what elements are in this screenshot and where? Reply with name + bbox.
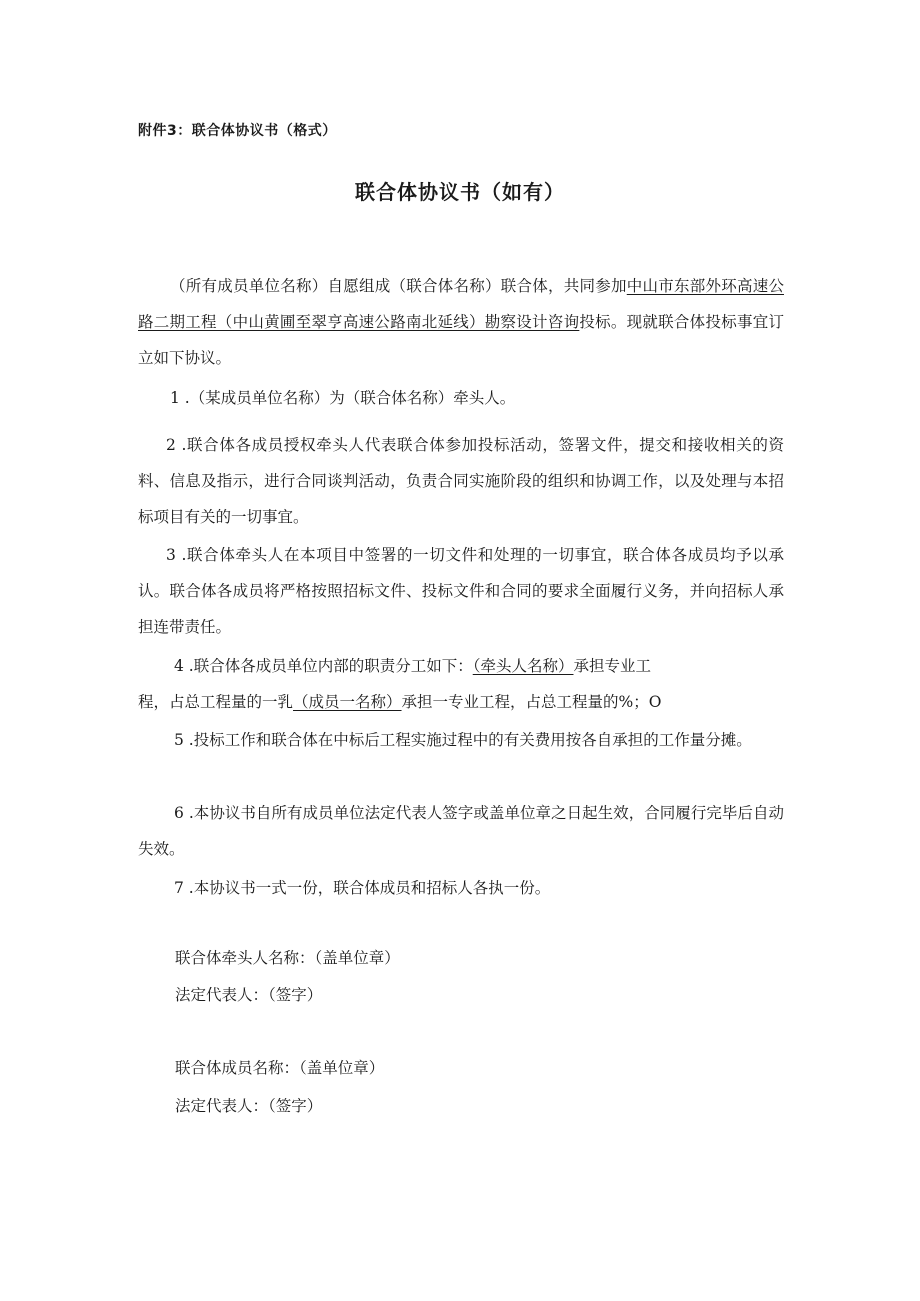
clause-4-text-a: 4 .联合体各成员单位内部的职责分工如下：	[174, 657, 473, 675]
clause-4-line-2	[138, 684, 784, 720]
member-name-blank: （成员一名称）	[293, 693, 402, 711]
clause-6: 6 .本协议书自所有成员单位法定代表人签字或盖单位章之日起生效，合同履行完毕后自动失效。	[138, 804, 784, 858]
clause-1: 1 .（某成员单位名称）为（联合体名称）牵头人。	[170, 389, 516, 407]
clause-7: 7 .本协议书一式一份，联合体成员和招标人各执一份。	[174, 879, 551, 897]
clause-3: 3 .联合体牵头人在本项目中签署的一切文件和处理的一切事宜，联合体各成员均予以承认。联合体各成员将严格按照招标文件、投标文件和合同的要求全面履行义务，并向招标人承担连带责任。	[138, 546, 784, 636]
project-name: 中山市东部外环高速公路二期工程（中山黄圃至翠亨高速公路南北延线）勘察设计咨询	[138, 277, 784, 331]
intro-text-1: （所有成员单位名称）自愿组成（联合体名称）联合体，共同参加	[170, 277, 627, 295]
member-name-line: 联合体成员名称：（盖单位章）	[175, 1059, 385, 1077]
intro-paragraph	[138, 268, 784, 376]
lead-rep-line: 法定代表人：（签字）	[175, 986, 323, 1004]
page-title: 联合体协议书（如有）	[355, 180, 565, 204]
clause-4-text-c: 程，占总工程量的一乳	[138, 693, 294, 711]
clause-2: 2 .联合体各成员授权牵头人代表联合体参加投标活动，签署文件，提交和接收相关的资料、信息及指示，进行合同谈判活动，负责合同实施阶段的组织和协调工作，以及处理与本招标项目有关的一切事宜。	[138, 436, 784, 526]
lead-name-line: 联合体牵头人名称：（盖单位章）	[175, 949, 400, 967]
annex-label: 附件3：联合体协议书（格式）	[138, 123, 337, 139]
clause-5: 5 .投标工作和联合体在中标后工程实施过程中的有关费用按各自承担的工作量分摊。	[174, 731, 752, 749]
clause-4-text-b: 承担专业工	[573, 657, 651, 675]
lead-name-blank: （牵头人名称）	[472, 657, 574, 675]
clause-4-text-d: 承担一专业工程，占总工程量的%；O	[401, 693, 662, 711]
intro-text-2: 投标。现就联合体投标事宜订立如下协议。	[138, 313, 784, 367]
member-rep-line: 法定代表人：（签字）	[175, 1097, 323, 1115]
clause-4-line-1	[138, 648, 758, 684]
